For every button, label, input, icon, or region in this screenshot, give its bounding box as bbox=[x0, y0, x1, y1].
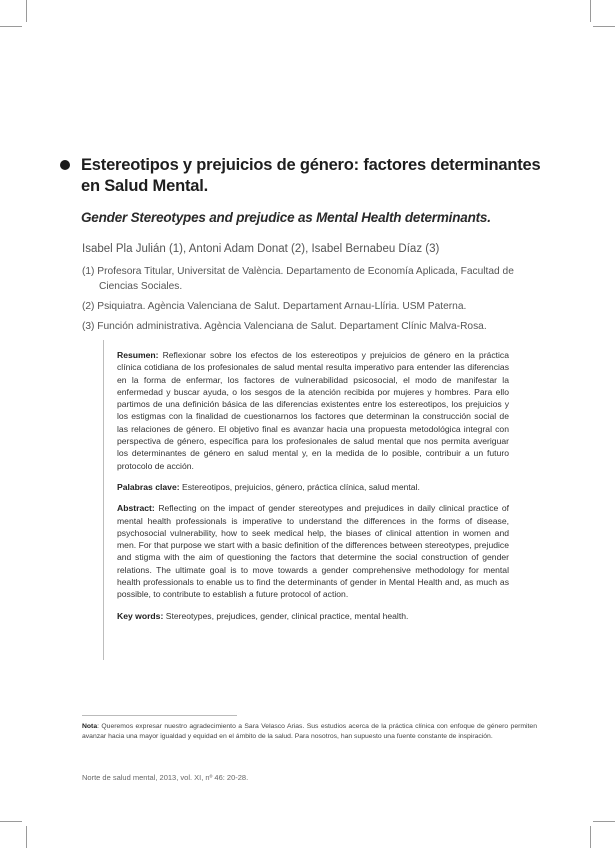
crop-mark bbox=[593, 26, 615, 27]
palabras-clave-text: Estereotipos, prejuicios, género, práctica clínica, salud mental. bbox=[181, 481, 420, 492]
palabras-clave-paragraph bbox=[117, 481, 509, 493]
abstract-text: Reflecting on the impact of gender stereotypes and prejudices in daily clinical practice of mental health professionals is imperative to understand the differences in the forms of disease, psychosocial vulnerability, how to seek medical help, the biases of clinical attention in women and men. For that purpose we start with a basic definition of the differences between stereotypes, prejudice and stigma with the aim of questioning the factors that determine the social construction of gender relations. The ultimate goal is to move towards a gender comprehensive methodology for mental health professionals to enable us to find the determinants of gender in Mental Health and, as much as possible, to contribute to establish a future protocol of action. bbox=[117, 503, 510, 600]
crop-mark bbox=[593, 821, 615, 822]
palabras-clave-label: Palabras clave: bbox=[117, 481, 180, 492]
affiliation-item: (3) Función administrativa. Agència Valenciana de Salut. Departament Clínic Malva-Rosa. bbox=[82, 321, 487, 332]
footnote bbox=[82, 722, 537, 742]
crop-mark bbox=[0, 821, 22, 822]
keywords-paragraph bbox=[117, 610, 509, 622]
title-block bbox=[60, 155, 560, 227]
article-subtitle: Gender Stereotypes and prejudice as Mental Health determinants. bbox=[81, 210, 491, 225]
crop-mark bbox=[26, 826, 27, 848]
keywords-text: Stereotypes, prejudices, gender, clinical practice, mental health. bbox=[165, 610, 409, 621]
affiliations bbox=[82, 264, 552, 339]
crop-mark bbox=[590, 826, 591, 848]
abstract-content bbox=[117, 349, 509, 631]
resumen-label: Resumen: bbox=[117, 350, 159, 360]
resumen-text: Reflexionar sobre los efectos de los estereotipos y prejuicios de género en la práctica clínica cotidiana de los profesionales de salud mental resulta imperativo para entender las diferencias en la forma de enfermar, los factores de vulnerabilidad psicosocial, el modo de manifestar la enfermedad y buscar ayuda, o los sesgos de la atención recibida por mujeres y hombres. Para ello partimos de una definición básica de las diferencias existentes entre los estereotipos, los prejuicios y los estigmas con la finalidad de cuestionarnos los factores que determinan la construcción social de las relaciones de género. El objetivo final es avanzar hacia una propuesta metodológica integral con perspectiva de género, específica para los profesionales de salud mental que nos permita averiguar los determinantes de género en salud mental y, en la medida de lo posible, contribuir a un futuro protocolo de acción. bbox=[117, 350, 509, 471]
affiliation-item: (2) Psiquiatra. Agència Valenciana de Salut. Departament Arnau-Llíria. USM Paterna. bbox=[82, 301, 467, 312]
footnote-label: Nota bbox=[82, 723, 98, 730]
crop-mark bbox=[26, 0, 27, 22]
authors-line: Isabel Pla Julián (1), Antoni Adam Donat (2), Isabel Bernabeu Díaz (3) bbox=[82, 243, 440, 255]
footnote-text: : Queremos expresar nuestro agradecimiento a Sara Velasco Arias. Sus estudios acerca de la práctica clínica con enfoque de género permiten avanzar hacia una mayor igualdad y equidad en el ámbito de la salud. Para nosotros, han supuesto una fuente constante de inspiración. bbox=[82, 723, 537, 740]
footnote-rule bbox=[82, 715, 237, 716]
abstract-box bbox=[103, 340, 514, 660]
keywords-label: Key words: bbox=[117, 610, 164, 621]
bullet-icon bbox=[60, 160, 70, 170]
affiliation-item: (1) Profesora Titular, Universitat de València. Departamento de Economía Aplicada, Facultad de Ciencias Sociales. bbox=[82, 266, 514, 292]
crop-mark bbox=[0, 26, 22, 27]
resumen-paragraph bbox=[117, 349, 509, 472]
journal-citation: Norte de salud mental, 2013, vol. XI, nº 46: 20-28. bbox=[82, 773, 249, 782]
abstract-paragraph bbox=[117, 502, 509, 600]
abstract-label: Abstract: bbox=[117, 503, 155, 514]
crop-mark bbox=[590, 0, 591, 22]
article-title: Estereotipos y prejuicios de género: factores determinantes en Salud Mental. bbox=[81, 156, 541, 195]
